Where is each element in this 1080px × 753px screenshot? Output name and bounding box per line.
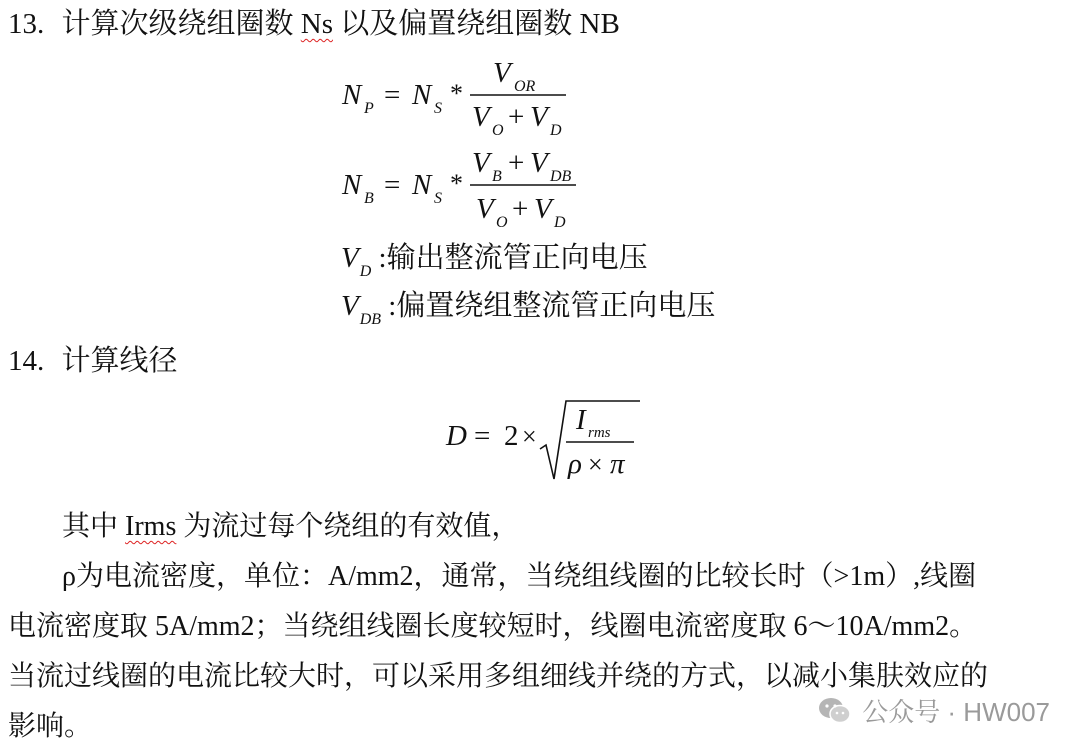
vo-sub: O <box>492 122 504 139</box>
paragraph-irms <box>62 509 519 545</box>
np-sub: P <box>364 100 374 117</box>
i-var: I <box>576 404 586 436</box>
def-sub: D <box>359 263 372 280</box>
times-asterisk: * <box>450 79 463 108</box>
vb-sub: B <box>492 168 502 185</box>
ns-var: N <box>412 79 432 111</box>
rho-symbol: ρ <box>568 448 582 480</box>
coefficient: 2 <box>504 420 519 452</box>
vo-var: V <box>476 193 494 225</box>
def-text: 输出整流管正向电压 <box>386 242 648 274</box>
watermark-text: 公众号 · HW007 <box>862 697 1050 727</box>
paragraph-rho-line2: 电流密度取 5A/mm2；当绕组线圈长度较短时，线圈电流密度取 6～10A/mm2。 <box>8 611 978 642</box>
formula-nb-graphic <box>340 148 640 232</box>
definition-vdb <box>341 288 715 329</box>
ns-var: N <box>412 169 432 201</box>
formula-d <box>444 393 664 485</box>
np-var: N <box>342 79 362 111</box>
def-text: 偏置绕组整流管正向电压 <box>396 290 716 322</box>
section-title: 计算线径 <box>61 345 178 377</box>
section-number: 13. <box>8 8 45 40</box>
nb-sub: B <box>364 190 374 207</box>
colon: : <box>381 290 397 322</box>
i-sub: rms <box>588 425 611 441</box>
times-sign: × <box>522 422 537 451</box>
equals-sign: = <box>384 79 401 111</box>
vo-sub: O <box>496 214 508 231</box>
plus-sign: + <box>508 148 525 179</box>
wechat-icon <box>818 696 852 726</box>
formula-d-graphic <box>444 393 664 485</box>
watermark <box>818 692 1050 729</box>
ns-term: Ns <box>300 8 333 40</box>
definition-vd <box>341 240 648 281</box>
times-asterisk: * <box>450 169 463 198</box>
equals-sign: = <box>474 420 491 452</box>
irms-term: Irms <box>125 511 177 542</box>
vdb-sub: DB <box>550 168 572 185</box>
def-var: V <box>341 290 359 322</box>
section-14-heading <box>8 343 178 379</box>
times-sign: × <box>588 450 603 479</box>
p1-pre: 其中 <box>62 511 126 542</box>
paragraph-rho-line1: ρ为电流密度，单位：A/mm2，通常，当绕组线圈的比较长时（>1m）,线圈 <box>62 561 977 592</box>
plus-sign: + <box>508 101 525 133</box>
vd-sub: D <box>550 122 562 139</box>
nb-var: N <box>342 169 362 201</box>
d-var: D <box>446 420 467 452</box>
vor-sub: OR <box>514 78 536 95</box>
plus-sign: + <box>512 193 529 225</box>
vo-var: V <box>472 101 490 133</box>
section-13-heading <box>8 6 620 42</box>
p1-post: 为流过每个绕组的有效值， <box>176 511 520 542</box>
vd-var: V <box>530 101 548 133</box>
formula-np-graphic <box>340 58 640 140</box>
ns-sub: S <box>434 100 442 117</box>
section-number: 14. <box>8 345 45 377</box>
vb-var: V <box>472 148 490 179</box>
paragraph-skin-effect-line2: 影响。 <box>8 711 93 742</box>
vd-sub: D <box>554 214 566 231</box>
section-title-part1: 计算次级绕组圈数 <box>61 8 301 40</box>
formula-np <box>340 58 640 140</box>
ns-sub: S <box>434 190 442 207</box>
pi-symbol: π <box>610 448 625 480</box>
vd-var: V <box>534 193 552 225</box>
vor-var: V <box>493 58 511 89</box>
formula-nb <box>340 148 640 232</box>
colon: : <box>371 242 387 274</box>
def-sub: DB <box>359 311 382 328</box>
vdb-var: V <box>530 148 548 179</box>
section-title-part2: 以及偏置绕组圈数 NB <box>333 8 620 40</box>
equals-sign: = <box>384 169 401 201</box>
def-var: V <box>341 242 359 274</box>
paragraph-skin-effect-line1: 当流过线圈的电流比较大时，可以采用多组细线并绕的方式，以减小集肤效应的 <box>8 661 989 692</box>
